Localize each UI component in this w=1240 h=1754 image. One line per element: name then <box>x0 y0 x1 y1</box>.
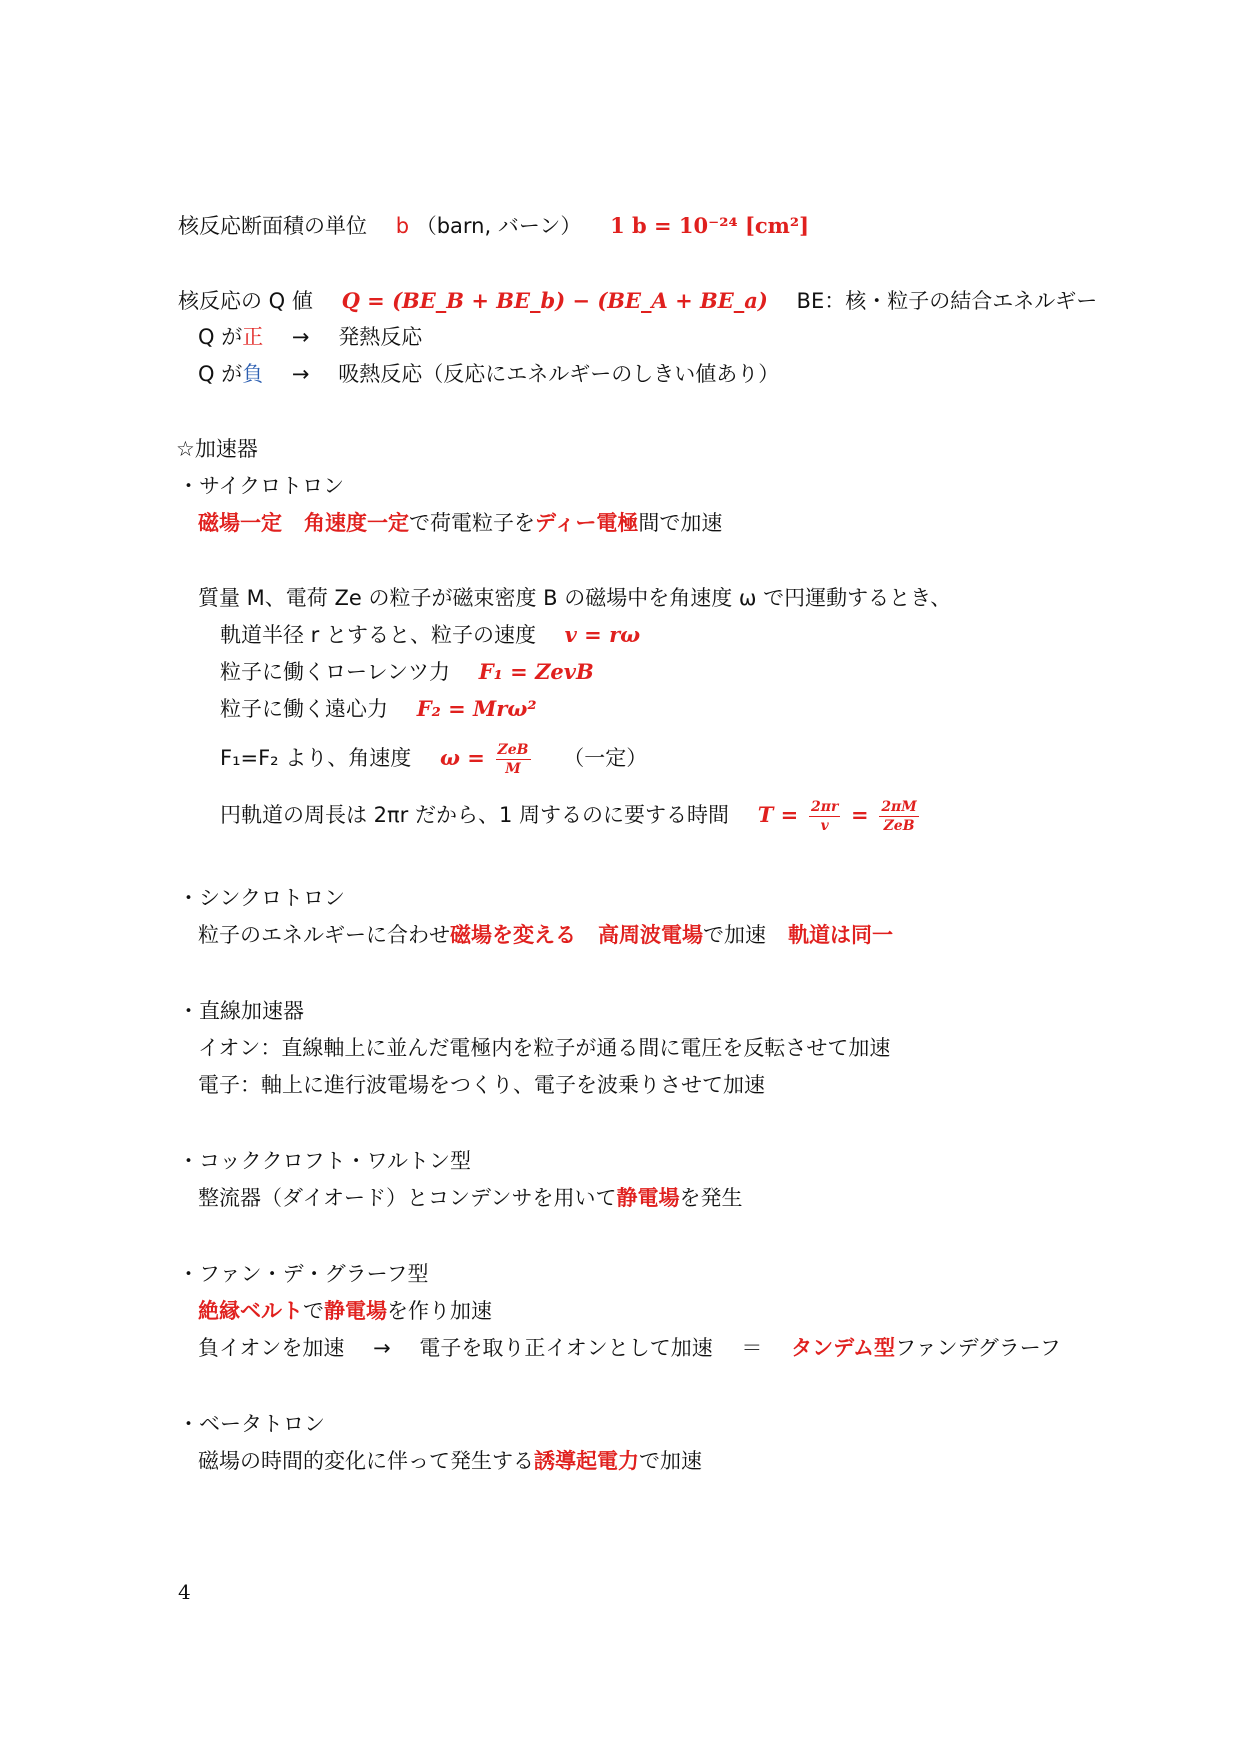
be-note: BE：核・粒子の結合エネルギー <box>796 289 1098 313</box>
vdg-red1: 絶縁ベルト <box>198 1299 303 1323</box>
betatron-desc <box>198 1446 702 1476</box>
q-value-line <box>178 286 1097 316</box>
cyclotron-red1: 磁場一定 <box>198 511 282 535</box>
vdg-red2: 静電場 <box>324 1299 387 1323</box>
betatron-red: 誘導起電力 <box>534 1449 639 1473</box>
omega-label: F₁=F₂ より、角速度 <box>220 746 412 770</box>
vdg-end: を作り加速 <box>387 1299 492 1323</box>
q-positive-line <box>198 322 422 352</box>
cyclotron-mid: で荷電粒子を <box>409 511 535 535</box>
q-value-formula: Q = (BE_B + BE_b) − (BE_A + BE_a) <box>341 288 768 313</box>
cross-section-formula: 1 b = 10⁻²⁴ [cm²] <box>610 213 810 238</box>
q-positive-sign: 正 <box>242 325 264 349</box>
vdg-line2-mid: 電子を取り正イオンとして加速 <box>419 1336 713 1360</box>
q-positive-result: 発熱反応 <box>338 325 423 349</box>
period-num1: 2πr <box>810 798 839 815</box>
vdg-line2-start: 負イオンを加速 <box>198 1336 345 1360</box>
q-negative-prefix: Q が <box>198 362 243 386</box>
period-den2: ZeB <box>883 817 915 834</box>
omega-lhs: ω = <box>439 745 485 770</box>
betatron-start: 磁場の時間的変化に伴って発生する <box>198 1449 534 1473</box>
q-positive-prefix: Q が <box>198 325 243 349</box>
betatron-end: で加速 <box>639 1449 702 1473</box>
cyclotron-end: 間で加速 <box>638 511 723 535</box>
cyclotron-desc <box>198 508 722 538</box>
cockcroft-red: 静電場 <box>616 1186 680 1210</box>
unit-b: b <box>395 214 410 238</box>
cyclotron-intro: 質量 M、電荷 Ze の粒子が磁束密度 B の磁場中を角速度 ω で円運動するとき、 <box>198 586 952 610</box>
unit-desc: （barn, バーン） <box>415 214 582 238</box>
synchrotron-desc <box>198 920 893 950</box>
period-fraction-1 <box>809 798 840 835</box>
omega-fraction <box>496 741 531 778</box>
cyclotron-title: ・サイクロトロン <box>178 474 345 498</box>
centrifugal-line <box>220 694 537 724</box>
q-negative-line <box>198 359 779 389</box>
cross-section-line <box>178 211 809 241</box>
centrifugal-label: 粒子に働く遠心力 <box>220 697 388 721</box>
lorentz-formula: F₁ = ZevB <box>478 659 594 684</box>
page-number: 4 <box>178 1580 191 1604</box>
vdg-title: ・ファン・デ・グラーフ型 <box>178 1262 429 1286</box>
lorentz-label: 粒子に働くローレンツ力 <box>220 660 451 684</box>
arrow-icon: → <box>291 325 310 349</box>
period-num2: 2πM <box>881 798 917 815</box>
vdg-line2-red: タンデム型 <box>791 1336 896 1360</box>
speed-formula: v = rω <box>564 622 641 647</box>
period-lhs: T = <box>757 802 799 827</box>
vdg-line2-eq: ＝ <box>741 1336 763 1360</box>
cockcroft-desc <box>198 1183 743 1213</box>
cross-section-label: 核反応断面積の単位 <box>178 214 367 238</box>
centrifugal-formula: F₂ = Mrω² <box>416 696 537 721</box>
period-eq: = <box>851 802 869 827</box>
period-den1: v <box>820 817 829 834</box>
vdg-mid: で <box>303 1299 324 1323</box>
period-fraction-2 <box>879 798 919 835</box>
arrow-icon: → <box>373 1336 391 1360</box>
q-value-label: 核反応の Q 値 <box>178 289 313 313</box>
cyclotron-red3: ディー電極 <box>535 511 639 535</box>
synchrotron-red1: 磁場を変える <box>450 923 576 947</box>
synchrotron-red3: 軌道は同一 <box>788 923 893 947</box>
arrow-icon: → <box>291 362 310 386</box>
period-label: 円軌道の周長は 2πr だから、1 周するのに要する時間 <box>220 803 730 827</box>
vdg-line2-end: ファンデグラーフ <box>895 1336 1061 1360</box>
cyclotron-red2: 角速度一定 <box>304 511 409 535</box>
speed-label: 軌道半径 r とすると、粒子の速度 <box>220 623 536 647</box>
period-line <box>220 792 923 838</box>
omega-line <box>220 738 647 778</box>
cockcroft-title: ・コッククロフト・ワルトン型 <box>178 1149 471 1173</box>
speed-line <box>220 620 640 650</box>
cockcroft-start: 整流器（ダイオード）とコンデンサを用いて <box>198 1186 617 1210</box>
synchrotron-start: 粒子のエネルギーに合わせ <box>198 923 450 947</box>
synchrotron-title: ・シンクロトロン <box>178 886 346 910</box>
vdg-line2 <box>198 1333 1061 1363</box>
omega-den: M <box>505 760 521 777</box>
q-negative-result: 吸熱反応（反応にエネルギーのしきい値あり） <box>338 362 780 386</box>
cockcroft-end: を発生 <box>679 1186 743 1210</box>
accelerators-heading: ☆加速器 <box>176 437 258 461</box>
linac-ion: イオン：直線軸上に並んだ電極内を粒子が通る間に電圧を反転させて加速 <box>198 1036 891 1060</box>
omega-num: ZeB <box>497 741 529 758</box>
lorentz-line <box>220 657 594 687</box>
betatron-title: ・ベータトロン <box>178 1412 325 1436</box>
linac-title: ・直線加速器 <box>178 999 304 1023</box>
omega-note: （一定） <box>563 746 648 770</box>
linac-electron: 電子：軸上に進行波電場をつくり、電子を波乗りさせて加速 <box>198 1073 765 1097</box>
synchrotron-mid: で加速 <box>703 923 766 947</box>
synchrotron-red2: 高周波電場 <box>598 923 703 947</box>
q-negative-sign: 負 <box>242 362 264 386</box>
vdg-line1 <box>198 1296 492 1326</box>
